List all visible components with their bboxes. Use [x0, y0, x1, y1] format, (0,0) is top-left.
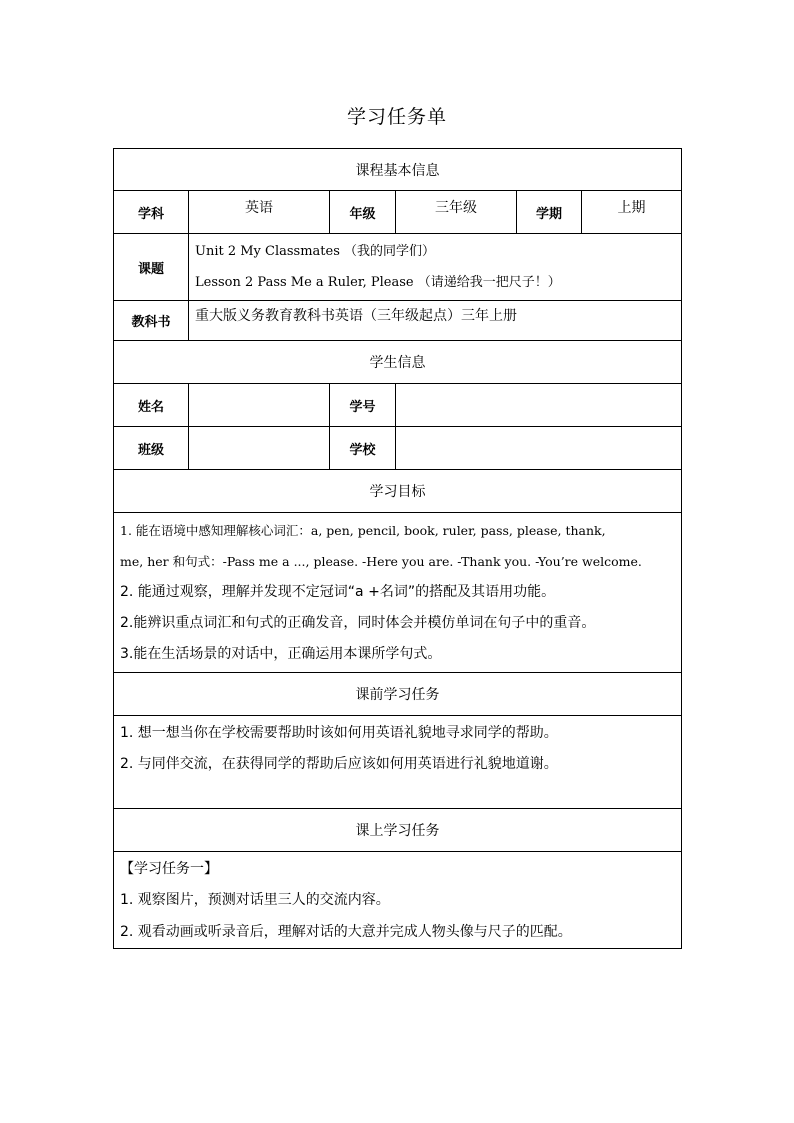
class-label: 班级: [114, 427, 189, 470]
subject-value: 英语: [189, 191, 330, 234]
topic-line-1: Unit 2 My Classmates （我的同学们）: [195, 244, 436, 259]
basic-info-header: 课程基本信息: [114, 149, 682, 191]
school-field[interactable]: [396, 427, 682, 470]
topic-value: [189, 234, 682, 301]
objective-line: 1. 能在语境中感知理解核心词汇：a, pen, pencil, book, ruler, pass, please, thank,: [120, 523, 606, 538]
pre-class-header: 课前学习任务: [114, 673, 682, 716]
in-class-header: 课上学习任务: [114, 809, 682, 852]
pre-class-line: 1. 想一想当你在学校需要帮助时该如何用英语礼貌地寻求同学的帮助。: [120, 725, 558, 741]
textbook-label: 教科书: [114, 301, 189, 341]
pre-class-line: 2. 与同伴交流，在获得同学的帮助后应该如何用英语进行礼貌地道谢。: [120, 756, 558, 772]
term-label: 学期: [517, 191, 582, 234]
name-label: 姓名: [114, 384, 189, 427]
in-class-line: 2. 观看动画或听录音后，理解对话的大意并完成人物头像与尺子的匹配。: [120, 924, 572, 940]
term-value: 上期: [582, 191, 682, 234]
student-id-label: 学号: [330, 384, 396, 427]
objectives-header: 学习目标: [114, 470, 682, 513]
pre-class-content: [114, 716, 682, 809]
topic-label: 课题: [114, 234, 189, 301]
school-label: 学校: [330, 427, 396, 470]
objective-line: 2.能辨识重点词汇和句式的正确发音，同时体会并模仿单词在句子中的重音。: [120, 615, 596, 631]
name-field[interactable]: [189, 384, 330, 427]
student-info-header: 学生信息: [114, 341, 682, 384]
in-class-line: 1. 观察图片，预测对话里三人的交流内容。: [120, 892, 390, 908]
grade-label: 年级: [330, 191, 396, 234]
grade-value: 三年级: [396, 191, 517, 234]
objective-line: me, her 和句式：-Pass me a ..., please. -Here you are. -Thank you. -You’re welcome.: [120, 554, 642, 569]
subject-label: 学科: [114, 191, 189, 234]
objective-line: 3.能在生活场景的对话中，正确运用本课所学句式。: [120, 646, 442, 662]
student-id-field[interactable]: [396, 384, 682, 427]
textbook-value: 重大版义务教育教科书英语（三年级起点）三年上册: [189, 301, 682, 341]
in-class-content: [114, 852, 682, 949]
class-field[interactable]: [189, 427, 330, 470]
objectives-content: [114, 513, 682, 673]
objective-line: 2. 能通过观察，理解并发现不定冠词“a +名词”的搭配及其语用功能。: [120, 584, 556, 600]
topic-line-2: Lesson 2 Pass Me a Ruler, Please （请递给我一把尺子！）: [195, 275, 561, 290]
task-table: [113, 148, 682, 949]
task-one-title: 【学习任务一】: [120, 861, 218, 877]
page-title: 学习任务单: [346, 106, 447, 128]
